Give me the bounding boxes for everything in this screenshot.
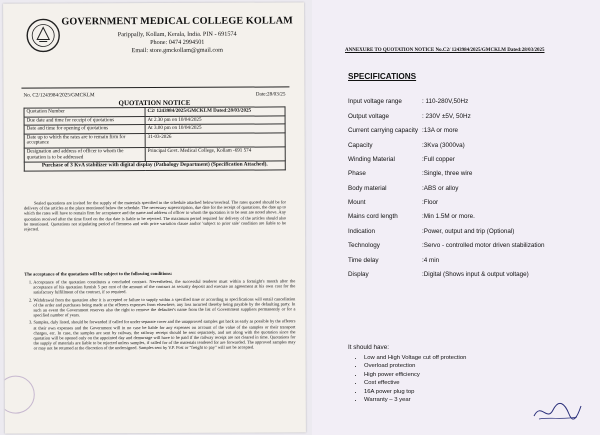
table-row	[24, 161, 285, 171]
spec-label: Output voltage	[348, 113, 389, 120]
spec-value: :Floor	[422, 199, 439, 206]
spec-label: Mount	[348, 199, 366, 206]
spec-value: :3Kva (3000va)	[422, 142, 465, 149]
office-seal-icon	[3, 376, 35, 414]
reference-number: No. C2/1243984/2025/GMCKLM	[23, 92, 95, 99]
table-row	[24, 133, 285, 148]
spec-value: :ABS or alloy	[422, 185, 459, 192]
annexure-page	[312, 0, 600, 435]
table-value: At 3.00 pm on 10/04/2025	[145, 124, 285, 133]
spec-label: Phase	[348, 170, 366, 177]
letterhead-divider	[21, 86, 289, 88]
spec-label: Technology	[348, 242, 380, 249]
table-value: Principal Govt. Medical College, Kollam -691 574	[145, 147, 285, 162]
spec-label: Mains cord length	[348, 213, 398, 220]
table-label: Designation and address of officer to whom the quotation is to be addressed	[24, 148, 145, 163]
spec-label: Indication	[348, 228, 375, 235]
notice-title: QUOTATION NOTICE	[118, 98, 191, 108]
reference-row	[23, 91, 285, 98]
table-value: At 2.30 pm on 10/04/2025	[145, 116, 285, 125]
spec-value: :13A or more	[422, 127, 459, 134]
feature-item: • 16A power plug top	[364, 388, 466, 396]
notice-intro: Sealed quotations are invited for the supply of the materials specified in the schedule attached below/overleaf. The rates quoted should be for delivery of the articles at the place mentioned below the schedule. The necessary superscription, due date for the receipt of quotations, the date up to which the rates will have to remain firm for acceptance and the name and address of officer to whom the quotation is to be sent are noted above. Any quotation received after the time fixed on the due date is liable to be rejected. The maximum period required for delivery of the articles should also be mentioned. Quotations not stipulating period of firmness and with price variation clause and/or 'subject to prior sale' condition are liable to be rejected.	[23, 199, 287, 232]
spec-label: Current carrying capacity	[348, 127, 418, 134]
spec-value: :4 min	[422, 257, 440, 264]
college-emblem-icon	[25, 17, 61, 53]
handwritten-signature-icon	[531, 398, 583, 424]
specifications-heading: SPECIFICATIONS	[348, 72, 417, 81]
table-value: C2/ 1243984/2025/GMCKLM Dated:28/03/2025	[145, 107, 285, 116]
condition-item: 3. Samples, duly listed, should be forwarded if called for under separate cover and the unapproved samples got back as early as possible by the offerers at their own expenses and the Government will in no case be liable for any expenses on account of the value of the samples or their transport charges, etc. In case, the samples are sent by railway, the railway receipt should be sent separately, and not along with the quotation since the quotation will be opened only on the appointed day and demurrage will have to be paid if the railway receipt are not cleared in time. Quotations for the supply of materials are liable to be rejected unless samples, if called for of the materials tendered for are forwarded. The approved samples may or may not be returned at the discretion of the undersigned. Samples sent by V.P. Post or "freight to pay" will not be accepted.	[33, 319, 295, 351]
table-label: Quotation Number	[24, 108, 145, 117]
feature-item: • Cost effective	[364, 379, 466, 387]
spec-value: :Single, three wire	[422, 170, 473, 177]
feature-item: • Overload protection	[364, 362, 466, 370]
should-have-label: It should have:	[348, 344, 389, 351]
features-list	[356, 354, 466, 404]
acceptance-heading: The acceptance of the quotations will be subject to the following conditions:	[24, 270, 173, 277]
institution-address: Parippally, Kollam, Kerala, India. PIN - 691574	[117, 30, 237, 39]
institution-phone: Phone: 0474 2994501	[150, 38, 205, 47]
reference-date: Date:28/03/25	[255, 91, 286, 98]
spec-label: Time delay	[348, 257, 379, 264]
conditions-list	[24, 278, 295, 353]
feature-item: • Warranty – 3 year	[364, 396, 466, 404]
spec-label: Body material	[348, 185, 387, 192]
feature-item: • High power efficiency	[364, 371, 466, 379]
spec-label: Input voltage range	[348, 98, 402, 105]
institution-email: Email: store.gmckollam@gmail.com	[131, 46, 224, 55]
spec-value: : 110-280V,50Hz	[422, 98, 469, 105]
spec-label: Display	[348, 271, 369, 278]
spec-value: :Digital (Shows input & output voltage)	[422, 271, 529, 278]
quotation-table	[24, 106, 286, 171]
condition-item: 1. Acceptance of the quotation constitutes a concluded contract. Nevertheless, the successful tenderer must within a fortnight's month after the acceptance of his quotation furnish 5 per cent of the amount of the contract as security deposit and execute an agreement at his own cost for the satisfactory fulfillment of the contract, if so required.	[33, 278, 295, 295]
feature-item: • Low and High Voltage cut off protection	[364, 354, 466, 362]
purchase-description: Purchase of 3 KvA stabilizer with digital display (Pathology Department) (Specification Attached).	[24, 161, 285, 171]
notice-page	[3, 2, 306, 433]
spec-value: :Servo - controlled motor driven stabilization	[422, 242, 545, 249]
spec-value: :Power, output and trip (Optional)	[422, 228, 515, 235]
table-label: Due date and time for receipt of quotations	[24, 116, 145, 125]
institution-name: GOVERNMENT MEDICAL COLLEGE KOLLAM	[61, 15, 293, 28]
table-row	[24, 147, 285, 162]
table-label: Date and time for opening of quotations	[24, 125, 145, 134]
spec-value: :Full copper	[422, 156, 455, 163]
spec-value: : 230V ±5V, 50Hz	[422, 113, 471, 120]
condition-item: 2. Withdrawal from the quotation after it is accepted or failure to supply within a specified time or according to specifications will entail cancellation of the order and purchases being made at the offerers expenses from elsewhere, any loss incurred thereby being payable by the defaulting party. In such an event the Government reserves also the right to remove the defaulter's name from the list of Government suppliers permanently or for a specified number of years.	[33, 296, 295, 318]
spec-value: :Min 1.5M or more.	[422, 213, 475, 220]
table-label: Date up to which the rates are to remain firm for acceptance	[24, 133, 145, 148]
annexure-title: ANNEXURE TO QUOTATION NOTICE No.C2/ 1243984/2025/GMCKLM Dated:28/03/2025	[345, 48, 545, 53]
table-value: 31-03-2026	[145, 133, 285, 148]
spec-label: Winding Material	[348, 156, 395, 163]
spec-label: Capacity	[348, 142, 373, 149]
